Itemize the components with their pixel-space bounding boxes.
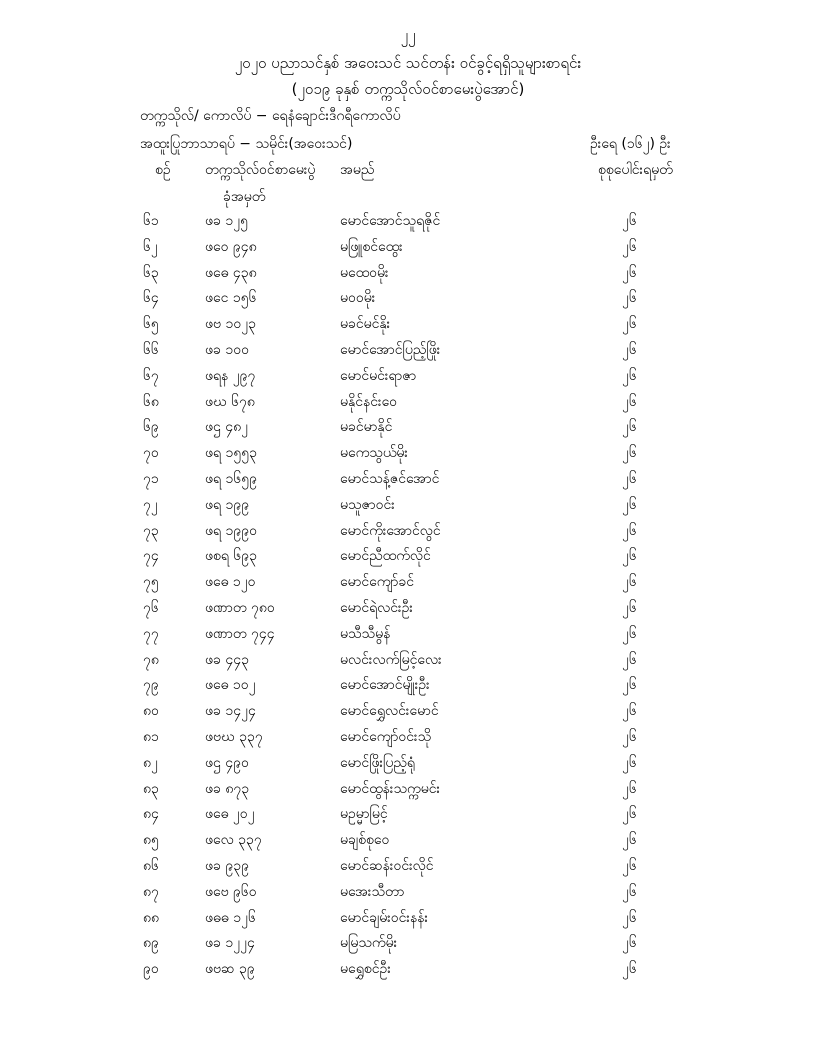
table-row bbox=[0, 753, 816, 779]
header-no: စဉ် bbox=[155, 162, 171, 178]
table-row bbox=[0, 804, 816, 830]
total-mark: ၂၆ bbox=[622, 780, 637, 797]
student-name: မဖြူစင်ထွေး bbox=[340, 238, 403, 255]
table-row bbox=[0, 237, 816, 263]
student-name: မောင်ကိုးအောင်လွင် bbox=[340, 522, 441, 539]
roll-number: ဖခ ၄၄၃ bbox=[205, 651, 249, 668]
total-mark: ၂၆ bbox=[622, 677, 637, 694]
roll-number: ဖဓေ ၂၀၂ bbox=[205, 806, 255, 823]
row-number: ၈၈ bbox=[143, 909, 159, 926]
header-roll-line2: ခုံအမှတ် bbox=[223, 189, 266, 205]
table-row bbox=[0, 882, 816, 908]
student-name: မောင်ထွန်းသက္ကမင်း bbox=[340, 780, 441, 797]
student-name: မမြသက်မိုး bbox=[340, 935, 398, 952]
roll-number: ဖဃ ၆၇၈ bbox=[205, 393, 255, 410]
total-mark: ၂၆ bbox=[622, 883, 637, 900]
roll-number: ဖရ ၁၆၅၉ bbox=[205, 470, 257, 487]
row-number: ၈၂ bbox=[143, 754, 158, 771]
roll-number: ဖဗ ၁၀၂၃ bbox=[205, 316, 256, 333]
row-number: ၈၀ bbox=[143, 703, 159, 720]
student-name: မခင်မင်နိုး bbox=[340, 316, 391, 333]
total-mark: ၂၆ bbox=[622, 625, 637, 642]
table-row bbox=[0, 288, 816, 314]
row-number: ၈၄ bbox=[143, 806, 159, 823]
roll-number: ဖခ ၁၄၂၄ bbox=[205, 703, 256, 720]
total-mark: ၂၆ bbox=[622, 522, 637, 539]
university-line: တက္ကသိုလ်/ ကောလိပ် − ရေနံချောင်းဒီဂရီကောလိပ် bbox=[140, 108, 401, 124]
roll-number: ဖဗဃ ၃၃၇ bbox=[205, 728, 263, 745]
student-name: မသီသီမွန် bbox=[340, 625, 391, 642]
row-number: ၇၈ bbox=[143, 651, 159, 668]
table-row bbox=[0, 675, 816, 701]
row-number: ၇၇ bbox=[143, 625, 159, 642]
student-name: မဝဝမိုး bbox=[340, 290, 376, 307]
total-mark: ၂၆ bbox=[622, 341, 637, 358]
row-number: ၈၉ bbox=[143, 935, 159, 952]
row-number: ၆၈ bbox=[143, 393, 159, 410]
row-number: ၈၁ bbox=[143, 728, 159, 745]
total-mark: ၂၆ bbox=[622, 574, 637, 591]
total-mark: ၂၆ bbox=[622, 470, 637, 487]
student-name: မောင်ဆန်းဝင်းလိုင် bbox=[340, 857, 434, 874]
row-number: ၆၄ bbox=[143, 290, 159, 307]
roll-number: ဖဗေ ၉၆၀ bbox=[205, 883, 257, 900]
header-name: အမည် bbox=[340, 162, 375, 178]
row-number: ၇၃ bbox=[143, 522, 159, 539]
roll-number: ဖဌ ၄၈၂ bbox=[205, 419, 248, 436]
major-line: အထူးပြုဘာသာရပ် − သမိုင်း(အဝေးသင်) bbox=[140, 136, 353, 152]
table-row bbox=[0, 495, 816, 521]
total-mark: ၂၆ bbox=[622, 316, 637, 333]
total-mark: ၂၆ bbox=[622, 935, 637, 952]
table-row bbox=[0, 598, 816, 624]
total-mark: ၂၆ bbox=[622, 961, 637, 978]
total-mark: ၂၆ bbox=[622, 367, 637, 384]
page-number: ၂၂ bbox=[400, 26, 416, 44]
student-name: မလင်းလက်မြင့်လေး bbox=[340, 651, 442, 668]
student-name: မောင်ရဲလင်းဦး bbox=[340, 599, 413, 616]
total-mark: ၂၆ bbox=[622, 393, 637, 410]
row-number: ၆၆ bbox=[143, 341, 159, 358]
student-name: မောင်အောင်သူရဇိုင် bbox=[340, 213, 441, 229]
table-row bbox=[0, 521, 816, 547]
row-number: ၇၄ bbox=[143, 548, 159, 565]
student-name: မရွှေစင်ဦး bbox=[340, 961, 391, 978]
roll-number: ဖဓေ ၄၃၈ bbox=[205, 264, 257, 281]
header-roll-line1: တက္ကသိုလ်ဝင်စာမေးပွဲ bbox=[205, 162, 316, 178]
roll-number: ဖခ ၁၂၅ bbox=[205, 213, 248, 229]
row-number: ၇၁ bbox=[143, 470, 159, 487]
document-title: ၂၀၂၀ ပညာသင်နှစ် အဝေးသင် သင်တန်း ဝင်ခွင့်ရရှိသူများစာရင်း bbox=[234, 54, 582, 72]
roll-number: ဖဓေ ၁၂၀ bbox=[205, 574, 256, 591]
student-name: မကေသွယ်မိုး bbox=[340, 445, 408, 462]
roll-number: ဖဗဆ ၃၉ bbox=[205, 961, 255, 978]
table-row bbox=[0, 314, 816, 340]
table-row bbox=[0, 211, 816, 237]
row-number: ၇၉ bbox=[143, 677, 159, 694]
total-mark: ၂၆ bbox=[622, 264, 637, 281]
row-number: ၈၅ bbox=[143, 832, 159, 849]
header-roll bbox=[205, 160, 315, 208]
student-name: မအေးသီတာ bbox=[340, 883, 405, 900]
roll-number: ဖဌ ၄၉၀ bbox=[205, 754, 249, 771]
table-row bbox=[0, 856, 816, 882]
roll-number: ဖဝေ ၉၄၈ bbox=[205, 238, 257, 255]
table-row bbox=[0, 830, 816, 856]
roll-number: ဖခ ၁၀၀ bbox=[205, 341, 249, 358]
row-number: ၈၆ bbox=[143, 857, 159, 874]
row-number: ၆၁ bbox=[143, 213, 159, 229]
total-count: ဦးရေ (၁၆၂) ဦး bbox=[590, 136, 671, 152]
row-number: ၆၇ bbox=[143, 367, 159, 384]
table-row bbox=[0, 546, 816, 572]
table-row bbox=[0, 572, 816, 598]
roll-number: ဖငေ ၁၅၆ bbox=[205, 290, 257, 307]
student-name: မောင်ရွှေလင်းမောင် bbox=[340, 703, 439, 720]
total-mark: ၂၆ bbox=[622, 445, 637, 462]
total-mark: ၂၆ bbox=[622, 548, 637, 565]
total-mark: ၂၆ bbox=[622, 419, 637, 436]
roll-number: ဖဓေ ၁၀၂ bbox=[205, 677, 256, 694]
table-row bbox=[0, 959, 816, 985]
row-number: ၆၂ bbox=[143, 238, 158, 255]
table-row bbox=[0, 263, 816, 289]
student-name: မသူဇာဝင်း bbox=[340, 496, 395, 513]
student-name: မခင်မာနိုင် bbox=[340, 419, 393, 436]
table-row bbox=[0, 340, 816, 366]
table-row bbox=[0, 650, 816, 676]
roll-number: ဖရန ၂၉၇ bbox=[205, 367, 256, 384]
header-mark: စုစုပေါင်းရမှတ် bbox=[598, 162, 673, 178]
roll-number: ဖခ ၉၃၉ bbox=[205, 857, 249, 874]
total-mark: ၂၆ bbox=[622, 238, 637, 255]
total-mark: ၂၆ bbox=[622, 599, 637, 616]
roll-number: ဖခ ၈၇၃ bbox=[205, 780, 250, 797]
student-name: မောင်ချမ်းဝင်းနန်း bbox=[340, 909, 428, 926]
roll-number: ဖဏာတ ၇၄၄ bbox=[205, 625, 275, 642]
student-name: မချစ်စုဝေ bbox=[340, 832, 390, 849]
student-name: မထေဝမိုး bbox=[340, 264, 389, 281]
student-name: မနိုင်နင်းဝေ bbox=[340, 393, 398, 410]
total-mark: ၂၆ bbox=[622, 213, 637, 229]
student-list bbox=[0, 211, 816, 985]
table-row bbox=[0, 417, 816, 443]
total-mark: ၂၆ bbox=[622, 651, 637, 668]
document-subtitle: (၂၀၁၉ ခုနှစ် တက္ကသိုလ်ဝင်စာမေးပွဲအောင်) bbox=[291, 80, 525, 98]
row-number: ၉၀ bbox=[143, 961, 159, 978]
table-row bbox=[0, 624, 816, 650]
roll-number: ဖဓဓ ၁၂၆ bbox=[205, 909, 256, 926]
roll-number: ဖရ ၁၉၉၀ bbox=[205, 522, 257, 539]
total-mark: ၂၆ bbox=[622, 909, 637, 926]
roll-number: ဖဏာတ ၇၈၀ bbox=[205, 599, 275, 616]
total-mark: ၂၆ bbox=[622, 728, 637, 745]
roll-number: ဖခ ၁၂၂၄ bbox=[205, 935, 255, 952]
roll-number: ဖရ ၁၉၉ bbox=[205, 496, 250, 513]
total-mark: ၂၆ bbox=[622, 703, 637, 720]
table-row bbox=[0, 727, 816, 753]
row-number: ၆၃ bbox=[143, 264, 159, 281]
student-name: မောင်မင်းရာဇာ bbox=[340, 367, 417, 384]
row-number: ၇၀ bbox=[143, 445, 159, 462]
table-row bbox=[0, 933, 816, 959]
table-row bbox=[0, 366, 816, 392]
student-name: မောင်အောင်ပြည့်ဖြိုး bbox=[340, 341, 441, 358]
table-row bbox=[0, 392, 816, 418]
table-row bbox=[0, 701, 816, 727]
total-mark: ၂၆ bbox=[622, 832, 637, 849]
total-mark: ၂၆ bbox=[622, 857, 637, 874]
table-row bbox=[0, 443, 816, 469]
roll-number: ဖစရ ၆၉၃ bbox=[205, 548, 257, 565]
row-number: ၈၃ bbox=[143, 780, 159, 797]
roll-number: ဖလေ ၃၃၇ bbox=[205, 832, 262, 849]
table-row bbox=[0, 469, 816, 495]
student-name: မောင်အောင်မျိုးဦး bbox=[340, 677, 430, 694]
row-number: ၈၇ bbox=[143, 883, 159, 900]
row-number: ၇၅ bbox=[143, 574, 159, 591]
student-name: မောင်သန့်ဇင်အောင် bbox=[340, 470, 440, 487]
total-mark: ၂၆ bbox=[622, 806, 637, 823]
student-name: မဥမ္မာမြင့် bbox=[340, 806, 388, 823]
student-name: မောင်ကျော်ခင် bbox=[340, 574, 415, 591]
student-name: မောင်ကျော်ဝင်းသို bbox=[340, 728, 432, 745]
table-row bbox=[0, 908, 816, 934]
total-mark: ၂၆ bbox=[622, 754, 637, 771]
row-number: ၆၉ bbox=[143, 419, 159, 436]
student-name: မောင်ညီထက်လိုင် bbox=[340, 548, 431, 565]
table-row bbox=[0, 779, 816, 805]
total-mark: ၂၆ bbox=[622, 290, 637, 307]
student-name: မောင်ဖြိုးပြည့်ရုံ bbox=[340, 754, 415, 771]
row-number: ၇၂ bbox=[143, 496, 158, 513]
roll-number: ဖရ ၁၅၅၃ bbox=[205, 445, 257, 462]
row-number: ၇၆ bbox=[143, 599, 159, 616]
row-number: ၆၅ bbox=[143, 316, 159, 333]
total-mark: ၂၆ bbox=[622, 496, 637, 513]
